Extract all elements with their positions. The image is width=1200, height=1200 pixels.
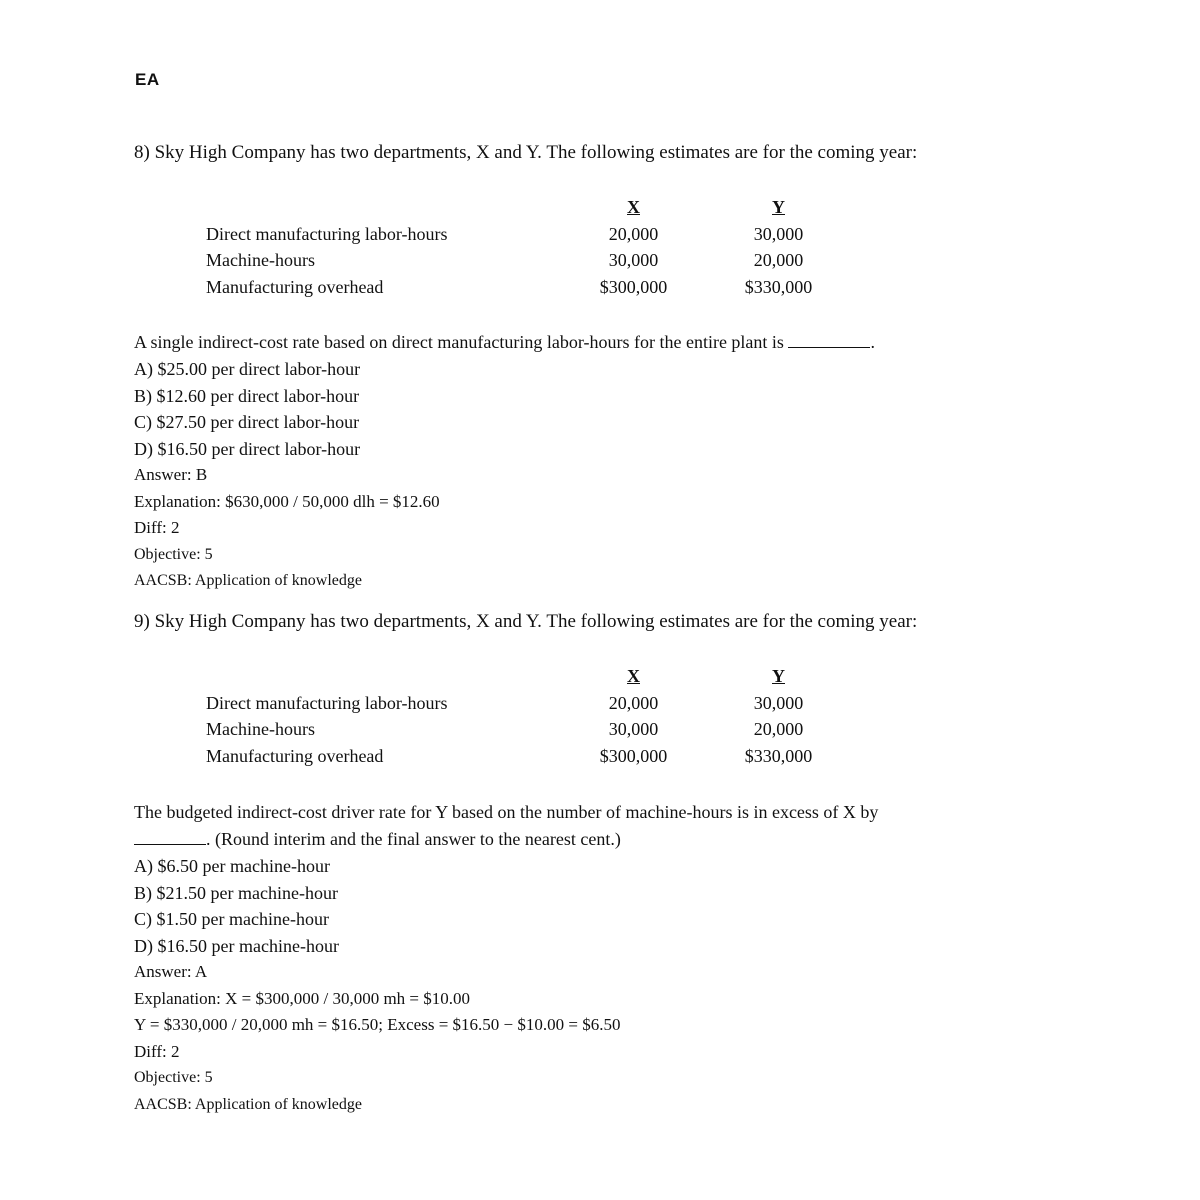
answer-choices [134, 356, 1054, 462]
question-stem: 9) Sky High Company has two departments, X and Y. The following estimates are for the coming year: [134, 611, 918, 632]
estimates-table [206, 194, 851, 300]
table-header-row [206, 663, 851, 690]
prompt-line-1: The budgeted indirect-cost driver rate for Y based on the number of machine-hours is in excess of X by [134, 802, 879, 822]
choice-c: C) $1.50 per machine-hour [134, 909, 329, 929]
answer-key: Answer: A [134, 962, 208, 981]
choice-b: B) $21.50 per machine-hour [134, 882, 338, 903]
choice-d: D) $16.50 per direct labor-hour [134, 438, 361, 459]
cell-x: $300,000 [599, 276, 668, 297]
cell-x: 30,000 [608, 250, 659, 270]
question-9 [134, 609, 1054, 1118]
choice-a: A) $25.00 per direct labor-hour [134, 359, 361, 379]
answer-blank [788, 333, 870, 348]
prompt-end: . [870, 332, 875, 352]
column-header-y: Y [772, 666, 785, 686]
table-header-row [206, 194, 851, 221]
choice-c: C) $27.50 per direct labor-hour [134, 412, 360, 432]
prompt-line-2-wrap [134, 826, 1054, 853]
objective: Objective: 5 [134, 545, 213, 563]
choice-b: B) $12.60 per direct labor-hour [134, 385, 360, 406]
explanation: Explanation: $630,000 / 50,000 dlh = $12.60 [134, 491, 440, 511]
difficulty: Diff: 2 [134, 518, 180, 537]
table-row [206, 743, 851, 770]
question-8 [134, 140, 1054, 595]
row-label: Direct manufacturing labor-hours [206, 692, 448, 713]
estimates-table [206, 663, 851, 769]
cell-y: 30,000 [753, 223, 804, 244]
row-label: Manufacturing overhead [206, 276, 384, 297]
table-row [206, 690, 851, 717]
cell-y: 30,000 [753, 692, 804, 713]
answer-blank [134, 830, 206, 845]
cell-x: 30,000 [608, 719, 659, 739]
cell-y: 20,000 [753, 719, 804, 739]
aacsb: AACSB: Application of knowledge [134, 1095, 362, 1113]
cell-y: $330,000 [744, 276, 813, 297]
cell-x: $300,000 [599, 745, 668, 766]
answer-choices [134, 853, 1054, 959]
table-row [206, 274, 851, 301]
row-label: Machine-hours [206, 250, 315, 270]
column-header-x: X [627, 197, 640, 217]
column-header-x: X [627, 666, 640, 686]
cell-x: 20,000 [608, 692, 659, 713]
cell-y: $330,000 [744, 745, 813, 766]
prompt-line-2: . (Round interim and the final answer to the nearest cent.) [206, 829, 621, 849]
row-label: Direct manufacturing labor-hours [206, 223, 448, 244]
table-row [206, 247, 851, 274]
question-prompt [134, 799, 1054, 853]
explanation: Explanation: X = $300,000 / 30,000 mh = $10.00 [134, 988, 471, 1008]
answer-key: Answer: B [134, 465, 208, 484]
table-row [206, 221, 851, 248]
question-stem: 8) Sky High Company has two departments, X and Y. The following estimates are for the coming year: [134, 142, 918, 163]
aacsb: AACSB: Application of knowledge [134, 572, 362, 589]
explanation-continued: Y = $330,000 / 20,000 mh = $16.50; Excess = $16.50 − $10.00 = $6.50 [134, 1015, 621, 1034]
row-label: Manufacturing overhead [206, 745, 384, 766]
question-prompt [134, 329, 1054, 356]
table-row [206, 716, 851, 743]
prompt-text: A single indirect-cost rate based on direct manufacturing labor-hours for the entire plant is [134, 332, 784, 352]
cell-y: 20,000 [753, 250, 804, 270]
header-mark: EA [135, 70, 160, 89]
difficulty: Diff: 2 [134, 1041, 180, 1061]
row-label: Machine-hours [206, 719, 315, 739]
choice-a: A) $6.50 per machine-hour [134, 856, 330, 876]
cell-x: 20,000 [608, 223, 659, 244]
choice-d: D) $16.50 per machine-hour [134, 935, 339, 956]
column-header-y: Y [772, 197, 785, 217]
objective: Objective: 5 [134, 1069, 213, 1086]
